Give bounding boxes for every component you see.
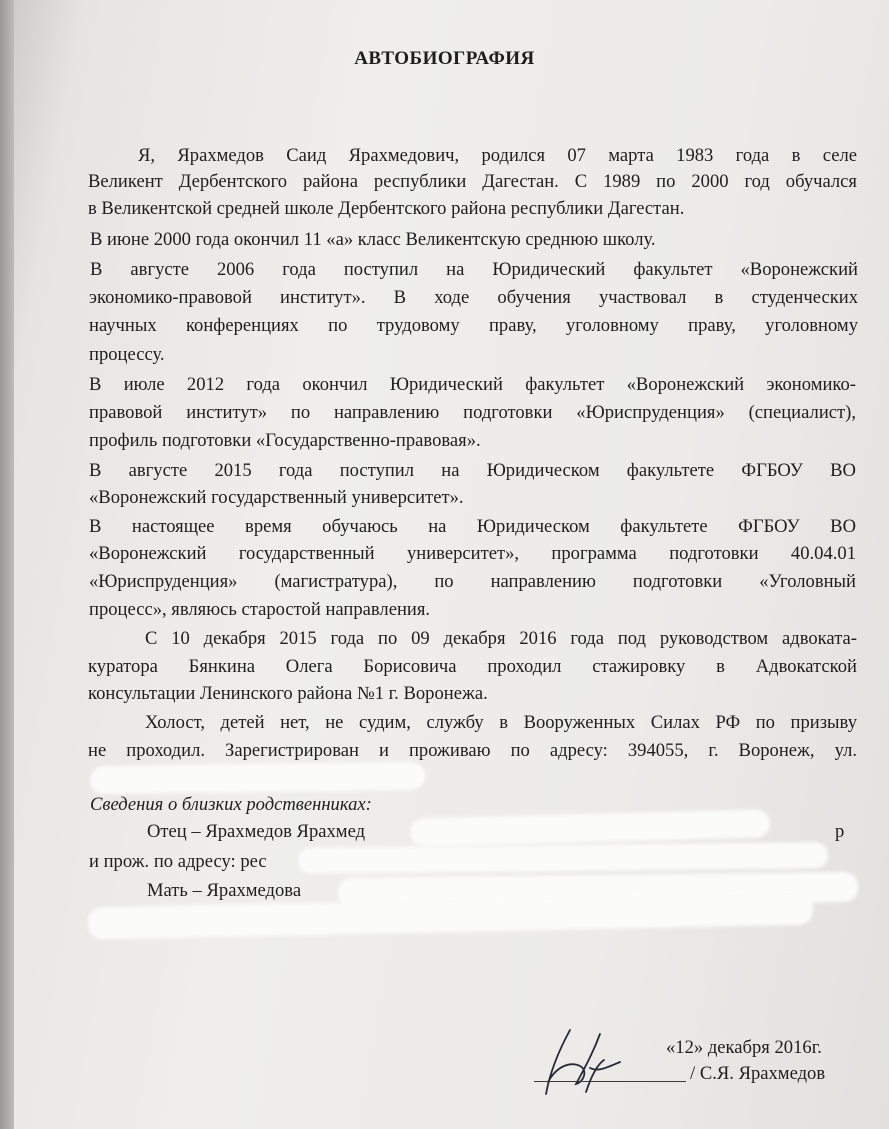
redaction-mark bbox=[298, 842, 828, 874]
text-line: В июле 2012 года окончил Юридический факультет «Воронежский экономико- bbox=[89, 374, 856, 395]
text-line: экономико-правовой институт». В ходе обучения участвовал в студенческих bbox=[89, 287, 858, 308]
text-line: не проходил. Зарегистрирован и проживаю по адресу: 394055, г. Воронеж, ул. bbox=[88, 740, 857, 761]
text-line: «Воронежский государственный университет». bbox=[89, 487, 464, 508]
mother-line: Мать – Ярахмедова bbox=[147, 880, 302, 901]
text-line: Великент Дербентского района республики Дагестан. С 1989 по 2000 год обучался bbox=[88, 171, 857, 192]
page-edge-shadow bbox=[0, 0, 14, 1129]
text-line: В настоящее время обучаюсь на Юридическом факультете ФГБОУ ВО bbox=[89, 516, 856, 537]
text-line: «Воронежский государственный университет», программа подготовки 40.04.01 bbox=[89, 543, 856, 564]
text-line: С 10 декабря 2015 года по 09 декабря 2016 года под руководством адвоката- bbox=[145, 628, 857, 649]
text-line: Холост, детей нет, не судим, службу в Вооруженных Силах РФ по призыву bbox=[145, 712, 857, 733]
text-line: В июне 2000 года окончил 11 «а» класс Великентскую среднюю школу. bbox=[90, 229, 656, 250]
signature-line bbox=[534, 1081, 686, 1082]
text-line: процесс», являюсь старостой направления. bbox=[89, 599, 431, 620]
text-line: профиль подготовки «Государственно-правовая». bbox=[89, 430, 481, 451]
text-line: «Юриспруденция» (магистратура), по направлению подготовки «Уголовный bbox=[89, 571, 856, 592]
text-line: правовой институт» по направлению подготовки «Юриспруденция» (специалист), bbox=[89, 402, 856, 423]
text-line: консультации Ленинского района №1 г. Воронежа. bbox=[88, 683, 488, 704]
redaction-mark bbox=[410, 809, 771, 846]
document-date: «12» декабря 2016г. bbox=[666, 1037, 822, 1058]
document-title: АВТОБИОГРАФИЯ bbox=[354, 48, 535, 69]
text-line: научных конференциях по трудовому праву, уголовному праву, уголовному bbox=[89, 315, 858, 336]
text-line: в Великентской средней школе Дербентского района республики Дагестан. bbox=[88, 198, 685, 219]
handwritten-signature bbox=[528, 1022, 628, 1107]
text-line: В августе 2015 года поступил на Юридическом факультете ФГБОУ ВО bbox=[89, 460, 856, 481]
redaction-mark bbox=[90, 762, 425, 795]
text-line: В августе 2006 года поступил на Юридический факультет «Воронежский bbox=[90, 259, 858, 280]
father-address-line: и прож. по адресу: рес bbox=[89, 851, 267, 872]
text-line: Я, Ярахмедов Саид Ярахмедович, родился 07 марта 1983 года в селе bbox=[138, 145, 857, 166]
signatory-name: / С.Я. Ярахмедов bbox=[690, 1063, 826, 1084]
father-line-tail: р bbox=[835, 821, 845, 842]
relatives-heading: Сведения о близких родственниках: bbox=[90, 794, 372, 815]
father-line: Отец – Ярахмедов Ярахмед bbox=[147, 821, 366, 842]
text-line: процессу. bbox=[89, 344, 165, 365]
text-line: куратора Бянкина Олега Борисовича проходил стажировку в Адвокатской bbox=[88, 656, 857, 677]
